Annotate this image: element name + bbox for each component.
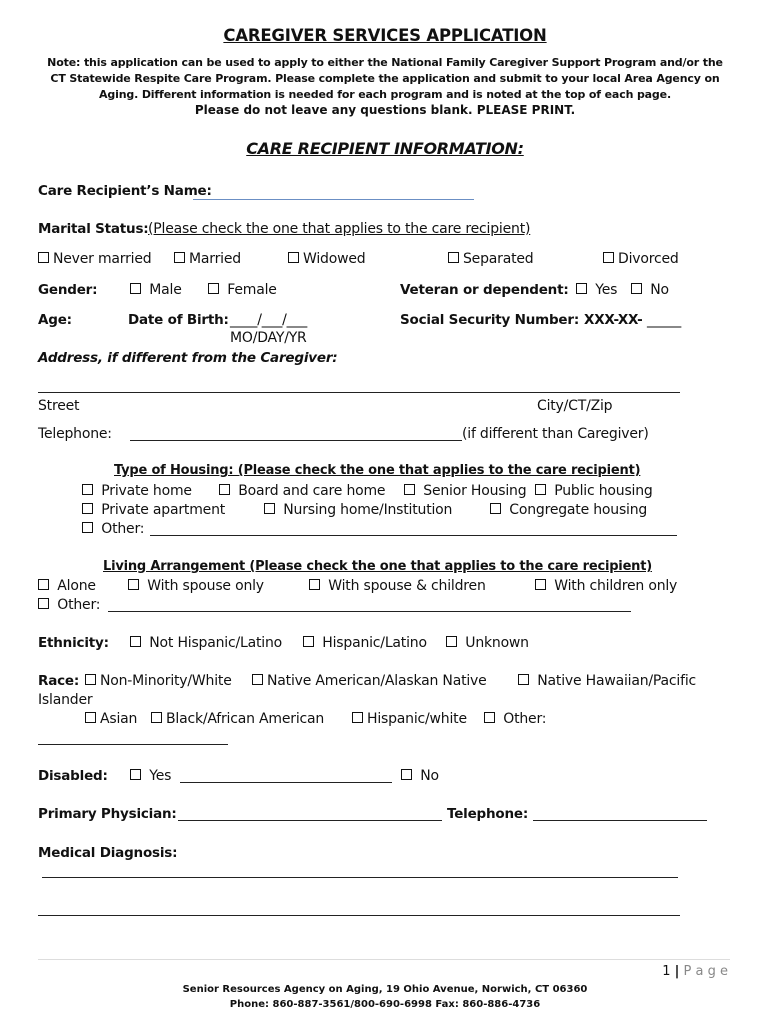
checkbox[interactable] — [151, 712, 162, 723]
dob-format: MO/DAY/YR — [230, 330, 307, 346]
race-white[interactable]: Non-Minority/White — [85, 673, 232, 689]
checkbox[interactable] — [219, 484, 230, 495]
diagnosis-line-1[interactable] — [42, 877, 678, 878]
living-spouse[interactable]: With spouse only — [128, 578, 264, 594]
checkbox[interactable] — [130, 283, 141, 294]
marital-married[interactable]: Married — [174, 251, 241, 267]
disabled-yes[interactable]: Yes — [130, 768, 171, 784]
housing-header: Type of Housing: (Please check the one that applies to the care recipient) — [114, 463, 641, 478]
page-number: 1 | P a g e — [662, 964, 728, 979]
diagnosis-label: Medical Diagnosis: — [38, 845, 178, 861]
checkbox[interactable] — [82, 522, 93, 533]
living-spouse-children[interactable]: With spouse & children — [309, 578, 486, 594]
ethnicity-label: Ethnicity: — [38, 635, 109, 651]
checkbox[interactable] — [38, 579, 49, 590]
disabled-yes-field[interactable] — [180, 782, 392, 783]
physician-telephone-label: Telephone: — [447, 806, 529, 822]
telephone-note: (if different than Caregiver) — [462, 426, 649, 442]
footer-phone: Phone: 860-887-3561/800-690-6998 Fax: 860-886-4736 — [229, 999, 541, 1010]
housing-other-field[interactable] — [150, 535, 677, 536]
checkbox[interactable] — [38, 598, 49, 609]
checkbox[interactable] — [252, 674, 263, 685]
section-title: CARE RECIPIENT INFORMATION: — [246, 139, 524, 158]
checkbox[interactable] — [174, 252, 185, 263]
living-header: Living Arrangement (Please check the one that applies to the care recipient) — [103, 559, 652, 574]
race-asian[interactable]: Asian — [85, 711, 137, 727]
gender-label: Gender: — [38, 282, 98, 298]
veteran-no[interactable]: No — [631, 282, 669, 298]
marital-divorced[interactable]: Divorced — [603, 251, 679, 267]
race-black[interactable]: Black/African American — [151, 711, 324, 727]
living-children[interactable]: With children only — [535, 578, 677, 594]
disabled-no[interactable]: No — [401, 768, 439, 784]
address-label: Address, if different from the Caregiver: — [38, 350, 338, 366]
checkbox[interactable] — [85, 674, 96, 685]
name-field[interactable] — [193, 199, 474, 200]
checkbox[interactable] — [535, 484, 546, 495]
checkbox[interactable] — [264, 503, 275, 514]
checkbox[interactable] — [352, 712, 363, 723]
race-label: Race: — [38, 673, 80, 689]
marital-label: Marital Status: — [38, 221, 149, 237]
checkbox[interactable] — [309, 579, 320, 590]
checkbox[interactable] — [446, 636, 457, 647]
housing-senior[interactable]: Senior Housing — [404, 483, 526, 499]
footer-divider — [38, 959, 730, 960]
ethnicity-unknown[interactable]: Unknown — [446, 635, 529, 651]
veteran-label: Veteran or dependent: — [400, 282, 569, 298]
housing-board-care[interactable]: Board and care home — [219, 483, 385, 499]
checkbox[interactable] — [128, 579, 139, 590]
checkbox[interactable] — [631, 283, 642, 294]
disabled-label: Disabled: — [38, 768, 108, 784]
housing-private-home[interactable]: Private home — [82, 483, 192, 499]
housing-public[interactable]: Public housing — [535, 483, 653, 499]
form-title: CAREGIVER SERVICES APPLICATION — [223, 26, 547, 45]
ethnicity-hispanic[interactable]: Hispanic/Latino — [303, 635, 427, 651]
age-label: Age: — [38, 312, 72, 328]
checkbox[interactable] — [303, 636, 314, 647]
checkbox[interactable] — [82, 503, 93, 514]
housing-congregate[interactable]: Congregate housing — [490, 502, 647, 518]
race-other-field[interactable] — [38, 744, 228, 745]
name-label: Care Recipient’s Name: — [38, 183, 212, 199]
instructions-note: Note: this application can be used to apply to either the National Family Caregiver Support Program and/or the CT Statewide Respite Care Program. Please complete the application and submit to your local Area Agency on Aging. Different information is needed for each program and is noted at the top of each page. — [47, 56, 723, 101]
living-other[interactable]: Other: — [38, 597, 100, 613]
checkbox[interactable] — [484, 712, 495, 723]
marital-separated[interactable]: Separated — [448, 251, 534, 267]
checkbox[interactable] — [401, 769, 412, 780]
diagnosis-line-2[interactable] — [38, 915, 680, 916]
checkbox[interactable] — [603, 252, 614, 263]
living-alone[interactable]: Alone — [38, 578, 96, 594]
checkbox[interactable] — [518, 674, 529, 685]
street-label: Street — [38, 398, 80, 414]
checkbox[interactable] — [130, 769, 141, 780]
telephone-label: Telephone: — [38, 426, 112, 442]
checkbox[interactable] — [535, 579, 546, 590]
housing-other[interactable]: Other: — [82, 521, 144, 537]
race-other[interactable]: Other: — [484, 711, 546, 727]
living-other-field[interactable] — [108, 611, 631, 612]
ssn-field[interactable]: _____ — [647, 312, 682, 328]
checkbox[interactable] — [85, 712, 96, 723]
physician-field[interactable] — [178, 820, 442, 821]
instructions-print-note: Please do not leave any questions blank. PLEASE PRINT. — [194, 103, 576, 117]
marital-instruction: (Please check the one that applies to the care recipient) — [148, 221, 531, 237]
checkbox[interactable] — [288, 252, 299, 263]
housing-private-apartment[interactable]: Private apartment — [82, 502, 225, 518]
ssn-label: Social Security Number: — [400, 312, 580, 328]
veteran-yes[interactable]: Yes — [576, 282, 617, 298]
address-field[interactable] — [38, 392, 680, 393]
checkbox[interactable] — [130, 636, 141, 647]
race-islander-wrap: Islander — [38, 692, 93, 708]
checkbox[interactable] — [448, 252, 459, 263]
checkbox[interactable] — [576, 283, 587, 294]
city-label: City/CT/Zip — [537, 398, 613, 414]
housing-nursing[interactable]: Nursing home/Institution — [264, 502, 452, 518]
race-native-hawaiian[interactable]: Native Hawaiian/Pacific — [518, 673, 696, 689]
physician-telephone-field[interactable] — [533, 820, 707, 821]
checkbox[interactable] — [208, 283, 219, 294]
dob-field[interactable]: ____/___/___ — [230, 312, 308, 328]
marital-widowed[interactable]: Widowed — [288, 251, 365, 267]
race-hispanic-white[interactable]: Hispanic/white — [352, 711, 467, 727]
ssn-prefix: XXX-XX- — [584, 312, 643, 328]
gender-male[interactable]: Male — [130, 282, 182, 298]
ethnicity-not-hispanic[interactable]: Not Hispanic/Latino — [130, 635, 282, 651]
checkbox[interactable] — [490, 503, 501, 514]
checkbox[interactable] — [82, 484, 93, 495]
footer-address: Senior Resources Agency on Aging, 19 Ohio Avenue, Norwich, CT 06360 — [182, 984, 588, 995]
gender-female[interactable]: Female — [208, 282, 277, 298]
race-native-american[interactable]: Native American/Alaskan Native — [252, 673, 487, 689]
telephone-field[interactable] — [130, 440, 462, 441]
checkbox[interactable] — [404, 484, 415, 495]
checkbox[interactable] — [38, 252, 49, 263]
dob-label: Date of Birth: — [128, 312, 229, 328]
marital-never-married[interactable]: Never married — [38, 251, 151, 267]
physician-label: Primary Physician: — [38, 806, 177, 822]
